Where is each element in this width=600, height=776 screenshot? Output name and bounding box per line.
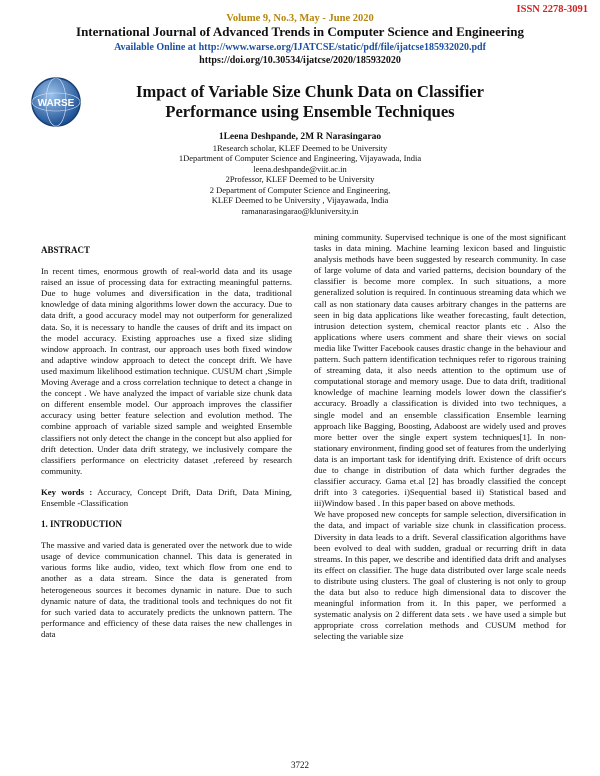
author-affiliation: KLEF Deemed to be University , Vijayawada, India: [211, 195, 389, 205]
author-affiliation: 2 Department of Computer Science and Engineering,: [209, 184, 391, 195]
author-affiliation: 1Research scholar, KLEF Deemed to be University: [212, 142, 388, 153]
warse-logo: [30, 76, 82, 128]
author-email: leena.deshpande@viit.ac.in: [253, 163, 347, 174]
doi-link[interactable]: https://doi.org/10.30534/ijatcse/2020/185932020: [199, 55, 401, 66]
author-affiliation: 2Professor, KLEF Deemed to be University: [225, 174, 375, 184]
keywords-text: Accuracy, Concept Drift, Data Drift, Data Mining, Ensemble -Classification: [41, 486, 292, 508]
paper-title: Impact of Variable Size Chunk Data on Classifier Performance using Ensemble Techniques: [136, 82, 484, 121]
logo-text: WARSE: [37, 98, 75, 109]
abstract-heading: ABSTRACT: [41, 245, 91, 255]
keywords: [41, 487, 292, 509]
intro-heading: 1. INTRODUCTION: [41, 519, 123, 530]
intro-body: The massive and varied data is generated over the network due to wide usage of device communication channel. This data is generated in various forms like audio, video, text which flow from one end to another as a data stream. Since the data is generated from heterogeneous sources it becomes dynamic in nature. Due to such dynamic nature of data, the traditional tools and techniques do not fit for such varied data to accurately predicts the unknown pattern. The performance and efficiency of these data raises the new challenges in data: [41, 540, 292, 639]
page-number: 3722: [291, 760, 309, 770]
volume-line: Volume 9, No.3, May - June 2020: [226, 13, 374, 24]
right-column: [314, 232, 566, 642]
author-affiliation: 1Department of Computer Science and Engineering, Vijayawada, India: [178, 153, 422, 163]
body-paragraph: mining community. Supervised technique is one of the most significant tasks in data mining. Machine learning lexicon based and linguistic analysis methods have been suggested by research community. In case of large volume of data and varied patterns, decision boundary of the classifier is become more complex. In such situations, a more generalized solution is required. In continuous streaming data which we call as non stationary data causes arbitrary changes in the patterns are seen in big data applications like weather forecasting, fault detection, intrusion detection system, chemical reactor plants etc . Also the applications where users comment and share their views on social media like Twitter Facebook causes drastic change in the behaviour and pattern. Such pattern identification techniques refer to rigorous training of streaming data, it also needs attention to the optimum use of computational storage and memory usage. Due to data drift, traditional knowledge of machine learning models lower down the classifier's accuracy. Broadly a classification is divided into two techniques, a single model and an ensemble classification Ensemble learning approach like Bagging, Boosting, Adaboost are widely used and proves more better over the single expert system techniques[1]. In non-stationary environment, finding good set of features from the underlying data is an important task for identifying drift. Existence of drift occurs due to change in distribution of data which further degrades the classifier accuracy. Gama et.al [2] has broadly classified the concept drift into 3 categories. i)Sequential based ii) Statistical based and iii)Window based . In this paper based on above methods.: [314, 232, 566, 509]
availability-link[interactable]: Available Online at http://www.warse.org/IJATCSE/static/pdf/file/ijatcse185932020.pdf: [114, 42, 486, 53]
keywords-label: Key words :: [41, 486, 93, 497]
author-names: 1Leena Deshpande, 2M R Narasingarao: [218, 132, 382, 142]
author-email: ramanarasingarao@kluniversity.in: [241, 205, 359, 216]
journal-name: International Journal of Advanced Trends in Computer Science and Engineering: [76, 24, 524, 39]
abstract-body: In recent times, enormous growth of real-world data and its usage raised an issue of processing data for extracting meaningful patterns. Due to huge volumes and diversification in the data, traditional knowledge of data mining algorithms lower down the accuracy. Due to data drift, a good accuracy model may not outperform for generalized data. So, it is necessary to handle the causes of drift and its impact on the model accuracy. Existing approaches use a fixed size sliding window approach. In contrast, our approach uses both fixed window and adaptive window approach to detect the concept drift. We have used maximum likelihood estimation technique. CUSUM chart ,Simple Moving Average and a cross correlation technique to detect a change in the concept . We have analyzed the impact of variable size chunk data on different ensemble model. Our approach improves the classifier accuracy using better feature selection and evolution method. The combine approach of variable sized sample and weighted Ensemble classifiers not only detect the change in the concept but also applied for drift detection. Under data drift strategy, we inclusively compare the classifiers performance on electricity dataset ,refereed by research community.: [41, 266, 292, 476]
author-block: [80, 132, 520, 216]
left-column: [41, 245, 292, 640]
issn-label: ISSN 2278-3091: [516, 4, 588, 15]
body-paragraph: We have proposed new concepts for sample selection, diversification in the data, and impact of variable size chunk in classification process. Diversity in data leads to a drift. Several classification algorithms have been evolved to deal with sudden, gradual or recurring drift in data streams. In this paper, we describe and identified data drift and analyses its effect on classifier. The huge data distributed over large scale needs to distribute using clusters. The goal of clustering is not only to group the data but also to reduce high dimensional data to discover the meaningful information from it. In this paper, we performed a systematic analysis on 2 different data sets . we have used a simple but appropriate cross correlation methods and CUSUM method for selecting the variable size: [314, 509, 566, 642]
